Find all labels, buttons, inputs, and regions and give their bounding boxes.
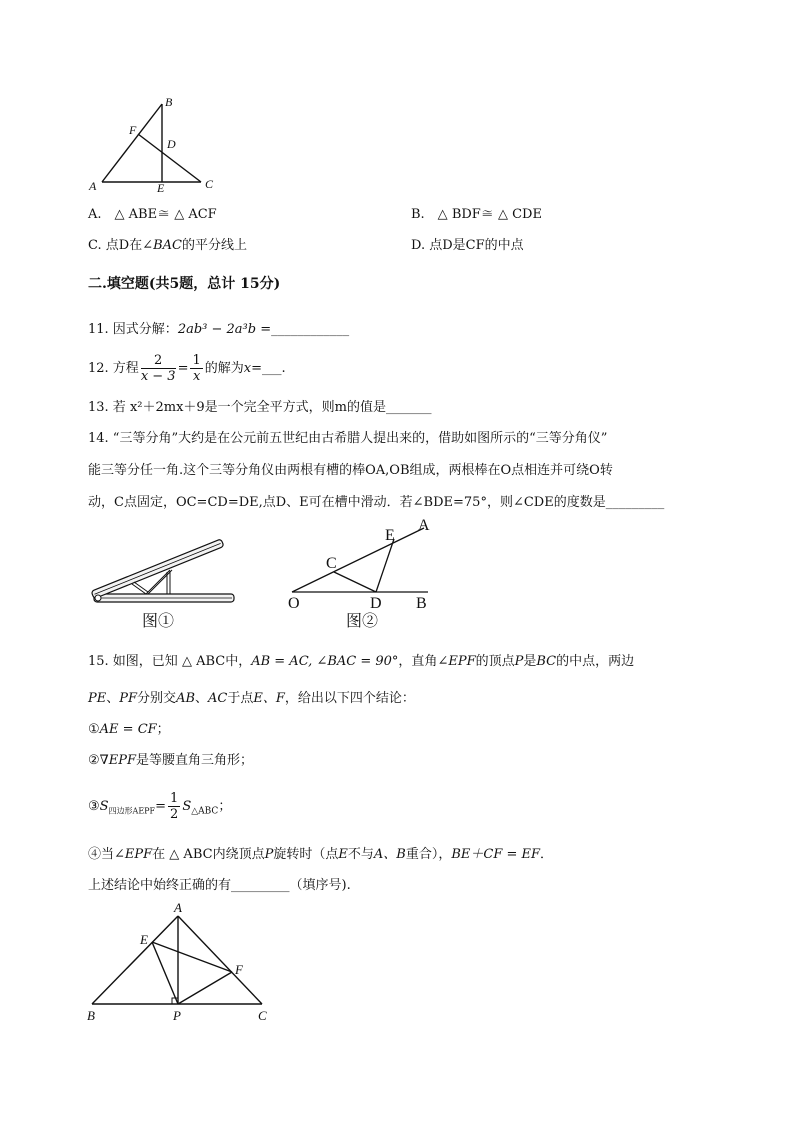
label-C: C <box>205 177 214 191</box>
caption-figure-2: 图② <box>346 613 379 630</box>
q15-l2-h: 于点 <box>227 691 254 706</box>
q15-l2-j: ，给出以下四个结论： <box>284 691 415 706</box>
q14-line-3: 动，C点固定，OC=CD=DE,点D、E可在槽中滑动．若∠BDE=75°，则∠CDE的度数是_________ <box>88 495 665 510</box>
q12-frac1-denominator: x − 3 <box>140 369 176 384</box>
q12-frac2-denominator: x <box>192 369 201 384</box>
segment-CD <box>334 572 376 592</box>
q10-option-c-math: ∠BAC <box>142 238 182 253</box>
q15-l1-b: ，直角 <box>398 654 438 669</box>
q12-suffix: 的解为 <box>204 361 244 376</box>
q10-option-c <box>88 237 247 254</box>
q15-c4-d: 不与 <box>347 847 374 862</box>
q11 <box>88 321 349 338</box>
q14-figure-1 <box>88 530 240 632</box>
fig15-label-F: F <box>235 962 243 977</box>
q15-c4-p: P <box>264 847 274 862</box>
fig15-label-B: B <box>87 1008 95 1023</box>
q15-c4-a: ④当 <box>88 847 115 862</box>
q11-blank: ____________ <box>271 322 350 337</box>
q15-l2-pf: PF <box>119 691 138 706</box>
q15-c1-num: ① <box>88 722 100 737</box>
caption-figure-1: 图① <box>142 613 175 630</box>
q15-l1-c: 的顶点 <box>475 654 515 669</box>
q12-answer-blank: =___. <box>251 361 286 376</box>
q15-conclusion-1 <box>88 721 170 738</box>
q15-l1-angle: ∠EPF <box>437 654 476 669</box>
segment-EF <box>152 942 232 972</box>
q15-c4-angle: ∠EPF <box>114 847 153 862</box>
q15-c3-num: ③ <box>88 799 100 814</box>
q15-conclusion-3 <box>88 790 231 829</box>
q15-l1-bc: BC <box>536 654 557 669</box>
q10-option-c-suffix: 的平分线上 <box>181 238 247 253</box>
q15-c2-end: 是等腰直角三角形； <box>136 753 254 768</box>
fig2-label-A: A <box>418 518 430 534</box>
fig15-label-A: A <box>174 900 182 915</box>
label-E: E <box>157 181 165 195</box>
q15-c3-frac-num: 1 <box>170 791 179 806</box>
q15-l2-ac: AC <box>208 691 228 706</box>
pivot-o <box>95 595 101 601</box>
q12-equals: = <box>177 361 189 376</box>
q15-c2-num: ② <box>88 753 100 768</box>
q11-prefix: 11. 因式分解： <box>88 322 178 337</box>
fig2-label-B: B <box>416 595 427 612</box>
q15-c4-math: BE＋CF = EF <box>451 847 541 862</box>
q15-c3-sub2: △ABC <box>191 806 219 817</box>
q11-expression: 2ab³ − 2a³b = <box>177 322 272 337</box>
q12-frac2-numerator: 1 <box>192 353 201 368</box>
q15-c4-ab: A、B <box>373 847 406 862</box>
rod-oa <box>91 539 224 599</box>
q15-l2-f: 、 <box>195 691 209 706</box>
segment-AB <box>92 916 178 1004</box>
q12-frac1-numerator: 2 <box>141 353 176 369</box>
segment-PF <box>178 972 232 1004</box>
q15-c1-math: AE = CF <box>99 722 157 737</box>
ray-OA <box>292 528 424 592</box>
q15-c4-c: 旋转时（点 <box>273 847 339 862</box>
q15-l2-ef: E、F <box>253 691 285 706</box>
q15-line-1 <box>88 653 634 670</box>
q15-l2-b: 、 <box>106 691 120 706</box>
q15-c4-f: 重合）， <box>405 847 452 862</box>
q15-c2-math: ∇EPF <box>99 753 136 768</box>
q12 <box>88 352 286 386</box>
q15-line-2 <box>88 690 415 707</box>
segment-AB <box>102 104 162 182</box>
fig2-label-O: O <box>288 595 300 612</box>
segment-AC <box>178 916 262 1004</box>
q15-l1-p: P <box>514 654 524 669</box>
q10-option-c-prefix: C. 点D在 <box>88 238 143 253</box>
q10-option-a: A. △ ABE≅ △ ACF <box>88 207 217 222</box>
fig15-label-C: C <box>258 1008 267 1023</box>
q15-c4-e: E <box>338 847 348 862</box>
q15-l1-a: 15. 如图，已知 △ ABC中， <box>88 654 252 669</box>
q15-c3-frac-den: 2 <box>170 807 179 822</box>
q15-c3-fraction <box>168 791 180 822</box>
q15-triangle-figure <box>82 898 278 1028</box>
q15-final: 上述结论中始终正确的有_________（填序号). <box>88 878 351 893</box>
q12-fraction-1 <box>141 353 176 384</box>
q15-c3-s: S <box>99 799 109 814</box>
q10-option-b: B. △ BDF≅ △ CDE <box>411 207 542 222</box>
q14-figure-2 <box>286 518 442 634</box>
q12-fraction-2 <box>190 353 202 384</box>
q12-prefix: 12. 方程 <box>88 361 139 376</box>
q15-l1-e: 的中点，两边 <box>556 654 635 669</box>
section-2-heading: 二.填空题(共5题，总计 15分) <box>88 276 281 292</box>
q15-c4-end: ． <box>540 847 554 862</box>
q10-triangle-figure <box>85 92 225 198</box>
segment-EP <box>152 942 178 1004</box>
q15-conclusion-4 <box>88 846 553 863</box>
fig15-label-E: E <box>140 932 148 947</box>
q15-c3-eq: = <box>155 799 167 814</box>
q13: 13. 若 x²＋2mx＋9是一个完全平方式，则m的值是_______ <box>88 400 432 415</box>
label-D: D <box>167 137 176 151</box>
q15-l2-pe: PE <box>88 691 107 706</box>
q15-c3-sub: 四边形AEPF <box>108 806 156 816</box>
q15-c3-end: ； <box>218 799 232 814</box>
q14-line-2: 能三等分任一角.这个三等分角仪由两根有槽的棒OA,OB组成，两根棒在O点相连并可绕O转 <box>88 463 613 478</box>
q15-c4-b: 在 △ ABC内绕顶点 <box>152 847 265 862</box>
q10-option-d: D. 点D是CF的中点 <box>411 238 524 253</box>
label-A: A <box>89 179 97 193</box>
fig15-label-P: P <box>173 1008 181 1023</box>
q15-l2-ab: AB <box>176 691 196 706</box>
q15-l1-math: AB = AC, ∠BAC = 90° <box>251 654 399 669</box>
q15-c3-s2: S <box>182 799 192 814</box>
q12-var: x <box>243 361 252 376</box>
label-B: B <box>165 95 173 109</box>
label-F: F <box>129 123 137 137</box>
fig2-label-D: D <box>370 595 382 612</box>
fig2-label-C: C <box>326 555 337 572</box>
q14-line-1: 14. “三等分角”大约是在公元前五世纪由古希腊人提出来的，借助如图所示的“三等分角仪” <box>88 431 608 446</box>
q15-l1-d: 是 <box>523 654 537 669</box>
q15-l2-d: 分别交 <box>137 691 177 706</box>
fig2-label-E: E <box>385 527 395 544</box>
q15-c1-end: ； <box>156 722 170 737</box>
q15-conclusion-2 <box>88 752 253 769</box>
